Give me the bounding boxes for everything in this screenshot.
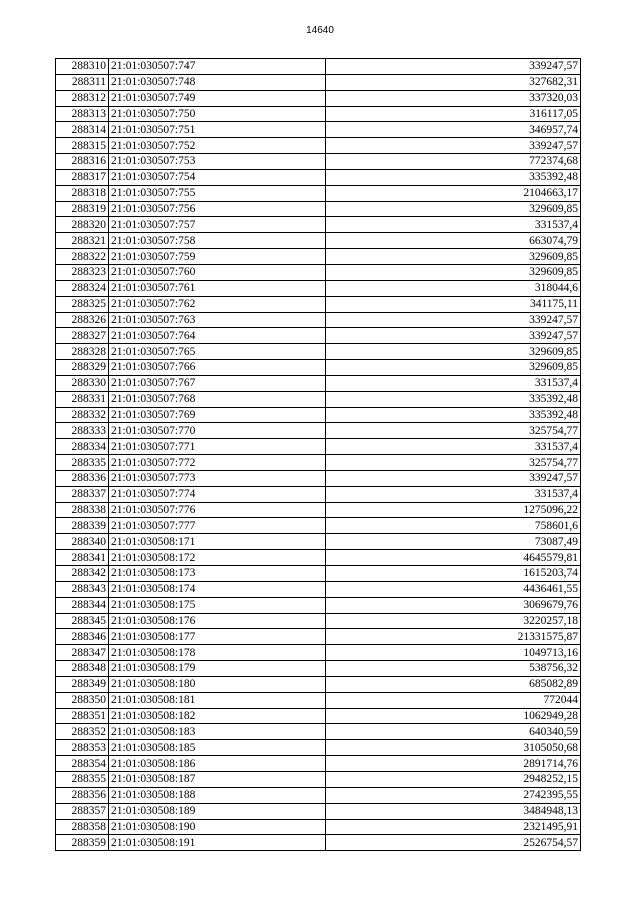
table-row bbox=[56, 534, 581, 550]
cadastral-number-cell: 21:01:030507:756 bbox=[109, 201, 326, 217]
cadastral-number-cell: 21:01:030507:767 bbox=[109, 375, 326, 391]
cadastral-value-cell: 325754,77 bbox=[326, 423, 581, 439]
row-number-cell: 288318 bbox=[56, 185, 109, 201]
cadastral-number-cell: 21:01:030508:183 bbox=[109, 724, 326, 740]
cadastral-value-cell: 339247,57 bbox=[326, 470, 581, 486]
row-number-cell: 288316 bbox=[56, 154, 109, 170]
row-number-cell: 288359 bbox=[56, 835, 109, 851]
cadastral-number-cell: 21:01:030507:776 bbox=[109, 502, 326, 518]
row-number-cell: 288357 bbox=[56, 803, 109, 819]
table-row bbox=[56, 185, 581, 201]
cadastral-value-cell: 337320,03 bbox=[326, 90, 581, 106]
page-number: 14640 bbox=[306, 25, 334, 36]
cadastral-number-cell: 21:01:030508:176 bbox=[109, 613, 326, 629]
table-row bbox=[56, 803, 581, 819]
row-number-cell: 288314 bbox=[56, 122, 109, 138]
cadastral-number-cell: 21:01:030508:181 bbox=[109, 692, 326, 708]
row-number-cell: 288325 bbox=[56, 296, 109, 312]
cadastral-number-cell: 21:01:030508:177 bbox=[109, 629, 326, 645]
table-row bbox=[56, 439, 581, 455]
table-row bbox=[56, 676, 581, 692]
row-number-cell: 288340 bbox=[56, 534, 109, 550]
table-row bbox=[56, 344, 581, 360]
cadastral-value-cell: 329609,85 bbox=[326, 264, 581, 280]
cadastral-number-cell: 21:01:030508:191 bbox=[109, 835, 326, 851]
cadastral-number-cell: 21:01:030508:190 bbox=[109, 819, 326, 835]
table-row bbox=[56, 328, 581, 344]
table-row bbox=[56, 106, 581, 122]
row-number-cell: 288351 bbox=[56, 708, 109, 724]
cadastral-number-cell: 21:01:030508:174 bbox=[109, 581, 326, 597]
cadastral-number-cell: 21:01:030507:770 bbox=[109, 423, 326, 439]
row-number-cell: 288333 bbox=[56, 423, 109, 439]
table-row bbox=[56, 74, 581, 90]
cadastral-number-cell: 21:01:030507:766 bbox=[109, 360, 326, 376]
cadastral-number-cell: 21:01:030507:769 bbox=[109, 407, 326, 423]
row-number-cell: 288332 bbox=[56, 407, 109, 423]
cadastral-number-cell: 21:01:030508:173 bbox=[109, 566, 326, 582]
row-number-cell: 288353 bbox=[56, 740, 109, 756]
row-number-cell: 288330 bbox=[56, 375, 109, 391]
row-number-cell: 288343 bbox=[56, 581, 109, 597]
table-row bbox=[56, 407, 581, 423]
cadastral-value-cell: 2321495,91 bbox=[326, 819, 581, 835]
table-row bbox=[56, 169, 581, 185]
table-row bbox=[56, 613, 581, 629]
cadastral-value-cell: 772374,68 bbox=[326, 154, 581, 170]
table-row bbox=[56, 518, 581, 534]
row-number-cell: 288334 bbox=[56, 439, 109, 455]
cadastral-value-cell: 339247,57 bbox=[326, 312, 581, 328]
cadastral-value-cell: 331537,4 bbox=[326, 486, 581, 502]
cadastral-value-cell: 4645579,81 bbox=[326, 550, 581, 566]
cadastral-value-cell: 331537,4 bbox=[326, 439, 581, 455]
cadastral-number-cell: 21:01:030507:763 bbox=[109, 312, 326, 328]
cadastral-value-cell: 331537,4 bbox=[326, 217, 581, 233]
cadastral-number-cell: 21:01:030508:187 bbox=[109, 771, 326, 787]
cadastral-value-cell: 4436461,55 bbox=[326, 581, 581, 597]
table-row bbox=[56, 645, 581, 661]
table-row bbox=[56, 59, 581, 75]
table-row bbox=[56, 423, 581, 439]
cadastral-number-cell: 21:01:030508:179 bbox=[109, 661, 326, 677]
table-row bbox=[56, 756, 581, 772]
cadastral-value-cell: 329609,85 bbox=[326, 360, 581, 376]
row-number-cell: 288323 bbox=[56, 264, 109, 280]
table-row bbox=[56, 661, 581, 677]
cadastral-value-cell: 318044,6 bbox=[326, 280, 581, 296]
cadastral-number-cell: 21:01:030507:748 bbox=[109, 74, 326, 90]
row-number-cell: 288355 bbox=[56, 771, 109, 787]
cadastral-value-cell: 3069679,76 bbox=[326, 597, 581, 613]
cadastral-value-cell: 1049713,16 bbox=[326, 645, 581, 661]
cadastral-value-cell: 772044 bbox=[326, 692, 581, 708]
cadastral-number-cell: 21:01:030508:175 bbox=[109, 597, 326, 613]
row-number-cell: 288336 bbox=[56, 470, 109, 486]
cadastral-value-table bbox=[55, 58, 581, 851]
row-number-cell: 288342 bbox=[56, 566, 109, 582]
row-number-cell: 288348 bbox=[56, 661, 109, 677]
row-number-cell: 288331 bbox=[56, 391, 109, 407]
row-number-cell: 288345 bbox=[56, 613, 109, 629]
cadastral-number-cell: 21:01:030507:768 bbox=[109, 391, 326, 407]
row-number-cell: 288315 bbox=[56, 138, 109, 154]
table-row bbox=[56, 217, 581, 233]
cadastral-value-cell: 329609,85 bbox=[326, 344, 581, 360]
cadastral-value-cell: 2526754,57 bbox=[326, 835, 581, 851]
table-row bbox=[56, 249, 581, 265]
cadastral-value-cell: 341175,11 bbox=[326, 296, 581, 312]
cadastral-number-cell: 21:01:030507:774 bbox=[109, 486, 326, 502]
cadastral-number-cell: 21:01:030507:761 bbox=[109, 280, 326, 296]
cadastral-number-cell: 21:01:030507:760 bbox=[109, 264, 326, 280]
cadastral-number-cell: 21:01:030507:771 bbox=[109, 439, 326, 455]
row-number-cell: 288338 bbox=[56, 502, 109, 518]
table-row bbox=[56, 280, 581, 296]
row-number-cell: 288327 bbox=[56, 328, 109, 344]
cadastral-value-cell: 331537,4 bbox=[326, 375, 581, 391]
table-row bbox=[56, 233, 581, 249]
row-number-cell: 288321 bbox=[56, 233, 109, 249]
table-row bbox=[56, 692, 581, 708]
cadastral-value-cell: 73087,49 bbox=[326, 534, 581, 550]
table-row bbox=[56, 708, 581, 724]
cadastral-number-cell: 21:01:030507:773 bbox=[109, 470, 326, 486]
table-row bbox=[56, 581, 581, 597]
row-number-cell: 288339 bbox=[56, 518, 109, 534]
row-number-cell: 288347 bbox=[56, 645, 109, 661]
table-row bbox=[56, 138, 581, 154]
cadastral-value-cell: 2104663,17 bbox=[326, 185, 581, 201]
row-number-cell: 288326 bbox=[56, 312, 109, 328]
cadastral-number-cell: 21:01:030507:772 bbox=[109, 455, 326, 471]
cadastral-value-cell: 339247,57 bbox=[326, 328, 581, 344]
cadastral-number-cell: 21:01:030507:762 bbox=[109, 296, 326, 312]
table-row bbox=[56, 566, 581, 582]
cadastral-value-cell: 335392,48 bbox=[326, 391, 581, 407]
cadastral-number-cell: 21:01:030507:747 bbox=[109, 59, 326, 75]
row-number-cell: 288324 bbox=[56, 280, 109, 296]
table-row bbox=[56, 455, 581, 471]
table-row bbox=[56, 629, 581, 645]
cadastral-value-cell: 339247,57 bbox=[326, 138, 581, 154]
row-number-cell: 288349 bbox=[56, 676, 109, 692]
row-number-cell: 288322 bbox=[56, 249, 109, 265]
row-number-cell: 288311 bbox=[56, 74, 109, 90]
cadastral-number-cell: 21:01:030508:189 bbox=[109, 803, 326, 819]
cadastral-number-cell: 21:01:030507:750 bbox=[109, 106, 326, 122]
cadastral-number-cell: 21:01:030508:180 bbox=[109, 676, 326, 692]
cadastral-value-cell: 329609,85 bbox=[326, 201, 581, 217]
cadastral-number-cell: 21:01:030507:757 bbox=[109, 217, 326, 233]
row-number-cell: 288313 bbox=[56, 106, 109, 122]
row-number-cell: 288335 bbox=[56, 455, 109, 471]
row-number-cell: 288358 bbox=[56, 819, 109, 835]
row-number-cell: 288346 bbox=[56, 629, 109, 645]
cadastral-value-cell: 1062949,28 bbox=[326, 708, 581, 724]
cadastral-value-cell: 21331575,87 bbox=[326, 629, 581, 645]
cadastral-value-cell: 538756,32 bbox=[326, 661, 581, 677]
cadastral-number-cell: 21:01:030508:178 bbox=[109, 645, 326, 661]
row-number-cell: 288350 bbox=[56, 692, 109, 708]
table-row bbox=[56, 819, 581, 835]
cadastral-value-cell: 2742395,55 bbox=[326, 787, 581, 803]
cadastral-value-cell: 2948252,15 bbox=[326, 771, 581, 787]
cadastral-number-cell: 21:01:030507:754 bbox=[109, 169, 326, 185]
cadastral-value-cell: 663074,79 bbox=[326, 233, 581, 249]
row-number-cell: 288319 bbox=[56, 201, 109, 217]
cadastral-number-cell: 21:01:030508:182 bbox=[109, 708, 326, 724]
row-number-cell: 288312 bbox=[56, 90, 109, 106]
table-row bbox=[56, 835, 581, 851]
table-row bbox=[56, 201, 581, 217]
table-row bbox=[56, 597, 581, 613]
cadastral-value-cell: 335392,48 bbox=[326, 407, 581, 423]
cadastral-number-cell: 21:01:030507:759 bbox=[109, 249, 326, 265]
cadastral-value-cell: 3220257,18 bbox=[326, 613, 581, 629]
cadastral-value-cell: 335392,48 bbox=[326, 169, 581, 185]
cadastral-value-cell: 758601,6 bbox=[326, 518, 581, 534]
table-row bbox=[56, 360, 581, 376]
row-number-cell: 288354 bbox=[56, 756, 109, 772]
cadastral-number-cell: 21:01:030507:753 bbox=[109, 154, 326, 170]
row-number-cell: 288328 bbox=[56, 344, 109, 360]
table-row bbox=[56, 470, 581, 486]
cadastral-number-cell: 21:01:030508:171 bbox=[109, 534, 326, 550]
table-row bbox=[56, 391, 581, 407]
row-number-cell: 288352 bbox=[56, 724, 109, 740]
table-row bbox=[56, 264, 581, 280]
table-row bbox=[56, 154, 581, 170]
cadastral-number-cell: 21:01:030507:758 bbox=[109, 233, 326, 249]
row-number-cell: 288344 bbox=[56, 597, 109, 613]
table-row bbox=[56, 296, 581, 312]
cadastral-value-cell: 685082,89 bbox=[326, 676, 581, 692]
table-row bbox=[56, 771, 581, 787]
cadastral-value-cell: 1275096,22 bbox=[326, 502, 581, 518]
cadastral-number-cell: 21:01:030507:751 bbox=[109, 122, 326, 138]
cadastral-value-cell: 325754,77 bbox=[326, 455, 581, 471]
row-number-cell: 288341 bbox=[56, 550, 109, 566]
cadastral-number-cell: 21:01:030508:188 bbox=[109, 787, 326, 803]
cadastral-number-cell: 21:01:030507:749 bbox=[109, 90, 326, 106]
table-row bbox=[56, 486, 581, 502]
cadastral-value-cell: 316117,05 bbox=[326, 106, 581, 122]
cadastral-number-cell: 21:01:030508:172 bbox=[109, 550, 326, 566]
table-row bbox=[56, 724, 581, 740]
cadastral-value-cell: 640340,59 bbox=[326, 724, 581, 740]
cadastral-number-cell: 21:01:030507:764 bbox=[109, 328, 326, 344]
row-number-cell: 288317 bbox=[56, 169, 109, 185]
row-number-cell: 288329 bbox=[56, 360, 109, 376]
table-row bbox=[56, 122, 581, 138]
cadastral-value-cell: 339247,57 bbox=[326, 59, 581, 75]
row-number-cell: 288337 bbox=[56, 486, 109, 502]
table-row bbox=[56, 502, 581, 518]
cadastral-value-cell: 3484948,13 bbox=[326, 803, 581, 819]
row-number-cell: 288356 bbox=[56, 787, 109, 803]
table-row bbox=[56, 90, 581, 106]
table-row bbox=[56, 375, 581, 391]
cadastral-number-cell: 21:01:030508:186 bbox=[109, 756, 326, 772]
cadastral-number-cell: 21:01:030507:777 bbox=[109, 518, 326, 534]
table-row bbox=[56, 787, 581, 803]
cadastral-value-cell: 1615203,74 bbox=[326, 566, 581, 582]
row-number-cell: 288310 bbox=[56, 59, 109, 75]
cadastral-value-cell: 3105050,68 bbox=[326, 740, 581, 756]
cadastral-value-cell: 346957,74 bbox=[326, 122, 581, 138]
cadastral-value-cell: 327682,31 bbox=[326, 74, 581, 90]
table-row bbox=[56, 550, 581, 566]
row-number-cell: 288320 bbox=[56, 217, 109, 233]
cadastral-number-cell: 21:01:030507:752 bbox=[109, 138, 326, 154]
table-row bbox=[56, 740, 581, 756]
cadastral-value-cell: 2891714,76 bbox=[326, 756, 581, 772]
cadastral-number-cell: 21:01:030508:185 bbox=[109, 740, 326, 756]
table-body bbox=[56, 59, 581, 851]
cadastral-value-cell: 329609,85 bbox=[326, 249, 581, 265]
table-row bbox=[56, 312, 581, 328]
cadastral-number-cell: 21:01:030507:765 bbox=[109, 344, 326, 360]
cadastral-number-cell: 21:01:030507:755 bbox=[109, 185, 326, 201]
